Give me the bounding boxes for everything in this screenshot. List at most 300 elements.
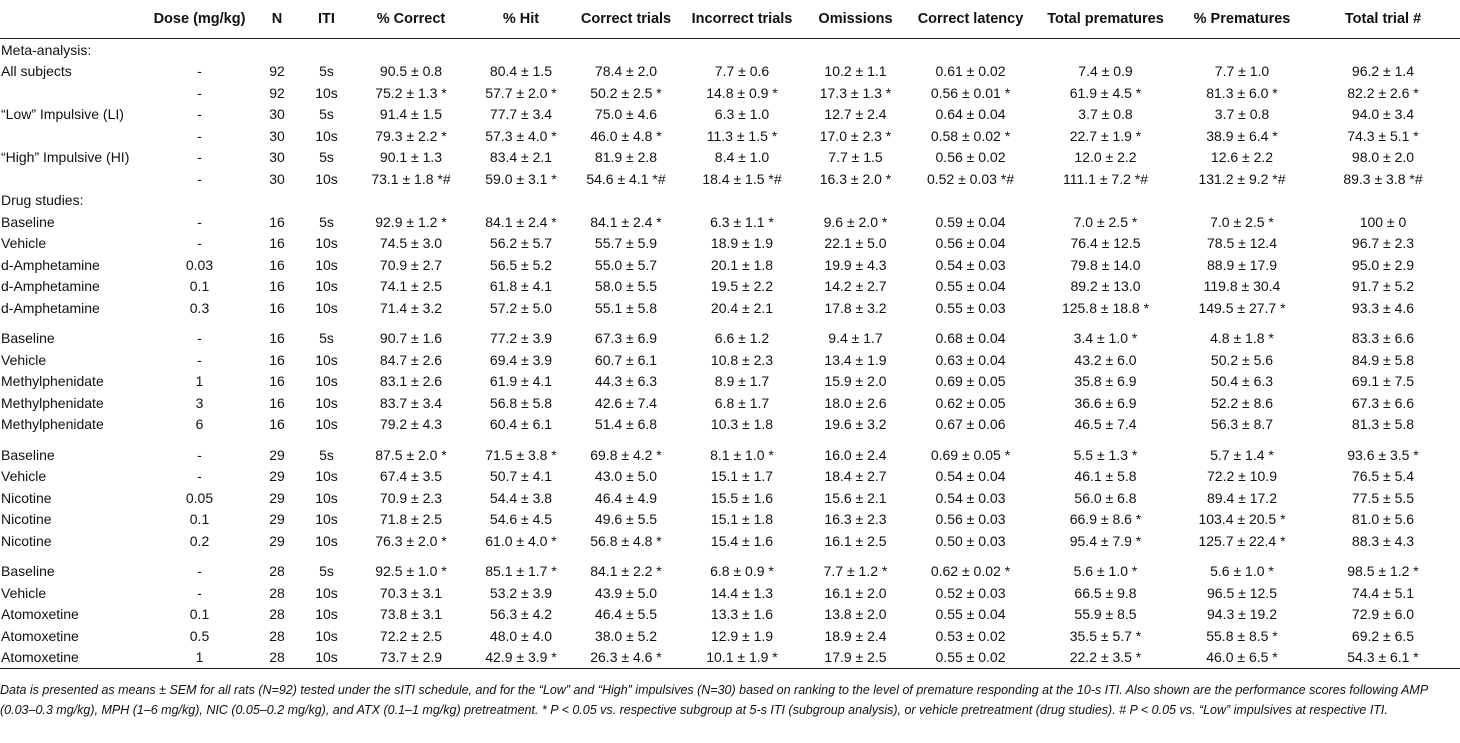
section-row (0, 190, 1460, 212)
column-header: Correct latency (908, 0, 1033, 39)
table-cell: 12.6 ± 2.2 (1210, 149, 1274, 166)
table-row (0, 392, 1460, 414)
table-cell: 46.4 ± 4.9 (594, 489, 658, 506)
table-cell: 90.5 ± 0.8 (379, 63, 443, 80)
table-cell: 43.0 ± 5.0 (594, 468, 658, 485)
table-cell: 6.3 ± 1.0 (714, 106, 770, 123)
table-cell: 12.9 ± 1.9 (710, 627, 774, 644)
table-row (0, 233, 1460, 255)
row-label: Baseline (1, 330, 55, 347)
table-cell: 28 (252, 647, 302, 669)
table-cell: 15.1 ± 1.7 (710, 468, 774, 485)
table-cell: 10.1 ± 1.9 * (681, 647, 803, 669)
table-cell: - (197, 330, 202, 347)
column-header: ITI (302, 0, 351, 39)
table-cell: 10s (315, 351, 338, 368)
table-cell: 29 (269, 511, 285, 528)
table-cell: 0.62 ± 0.05 (935, 394, 1006, 411)
table-cell: 85.1 ± 1.7 * (485, 563, 557, 580)
table-cell: 19.9 ± 4.3 (824, 256, 887, 273)
table-cell: 79.2 ± 4.3 (379, 416, 443, 433)
table-cell: 14.2 ± 2.7 (824, 278, 887, 295)
row-label: Baseline (1, 446, 55, 463)
table-cell: 55.8 ± 8.5 * (1206, 627, 1278, 644)
table-cell: 54.6 ± 4.5 (489, 511, 553, 528)
table-row (0, 604, 1460, 626)
table-cell: 72.9 ± 6.0 (1351, 606, 1415, 623)
table-cell: 42.6 ± 7.4 (594, 394, 658, 411)
table-row (0, 414, 1460, 436)
table-cell: 72.2 ± 10.9 (1207, 468, 1277, 485)
table-cell: 10s (315, 170, 338, 187)
table-cell: 46.4 ± 5.5 (594, 606, 658, 623)
table-cell: 0.64 ± 0.04 (935, 106, 1006, 123)
table-cell: 84.9 ± 5.8 (1351, 351, 1415, 368)
table-cell: 67.4 ± 3.5 (379, 468, 443, 485)
table-cell: - (197, 84, 202, 101)
table-cell: 15.6 ± 2.1 (824, 489, 887, 506)
table-cell: 54.6 ± 4.1 *# (586, 170, 666, 187)
table-cell: 54.3 ± 6.1 * (1306, 647, 1460, 669)
table-cell: 81.0 ± 5.6 (1351, 511, 1415, 528)
table-cell: 29 (269, 446, 285, 463)
column-header: % Correct (351, 0, 471, 39)
table-cell: 15.1 ± 1.8 (710, 511, 774, 528)
row-label: Nicotine (1, 489, 52, 506)
table-cell: 70.9 ± 2.7 (379, 256, 443, 273)
table-cell: 54.4 ± 3.8 (489, 489, 553, 506)
table-cell: 58.0 ± 5.5 (594, 278, 658, 295)
table-row (0, 349, 1460, 371)
table-cell: 74.1 ± 2.5 (379, 278, 443, 295)
table-cell: 43.9 ± 5.0 (594, 584, 658, 601)
table-cell: 7.0 ± 2.5 * (1210, 213, 1274, 230)
table-row (0, 211, 1460, 233)
table-cell: 0.55 ± 0.03 (935, 299, 1006, 316)
table-cell: - (197, 63, 202, 80)
table-cell: 0.54 ± 0.03 (935, 256, 1006, 273)
table-cell: 16 (269, 235, 285, 252)
table-cell: 91.7 ± 5.2 (1351, 278, 1415, 295)
table-cell: 16 (269, 299, 285, 316)
table-cell: 35.8 ± 6.9 (1074, 373, 1137, 390)
table-cell: 82.2 ± 2.6 * (1347, 84, 1419, 101)
table-cell: 73.7 ± 2.9 (351, 647, 471, 669)
table-cell: 125.8 ± 18.8 * (1061, 299, 1150, 316)
table-cell: - (197, 170, 202, 187)
table-cell: 94.3 ± 19.2 (1207, 606, 1277, 623)
table-cell: 61.9 ± 4.1 (489, 373, 553, 390)
table-cell: 30 (269, 170, 285, 187)
table-cell: 0.55 ± 0.02 (908, 647, 1033, 669)
table-cell: 75.2 ± 1.3 * (375, 84, 447, 101)
table-cell: 0.1 (189, 511, 210, 528)
table-cell: 95.4 ± 7.9 * (1069, 532, 1142, 549)
row-label: Vehicle (1, 584, 47, 601)
column-header: % Hit (471, 0, 571, 39)
table-cell: 119.8 ± 30.4 (1203, 278, 1281, 295)
table-cell: 75.0 ± 4.6 (594, 106, 658, 123)
row-label: d-Amphetamine (1, 299, 100, 316)
table-cell: 10s (315, 127, 338, 144)
table-cell: 10s (315, 373, 338, 390)
table-cell: 46.0 ± 6.5 * (1178, 647, 1306, 669)
table-cell: 88.9 ± 17.9 (1207, 256, 1277, 273)
table-cell: 0.53 ± 0.02 (935, 627, 1006, 644)
table-cell: 74.4 ± 5.1 (1351, 584, 1415, 601)
table-cell: 55.1 ± 5.8 (594, 299, 658, 316)
table-cell: 7.4 ± 0.9 (1078, 63, 1133, 80)
table-cell: 0.1 (189, 278, 210, 295)
table-cell: 10s (302, 647, 351, 669)
table-cell: 16.3 ± 2.0 * (819, 170, 892, 187)
table-cell: 10s (315, 627, 338, 644)
table-cell: 0.54 ± 0.04 (935, 468, 1006, 485)
table-cell: 0.5 (189, 627, 210, 644)
table-cell: 6.8 ± 0.9 * (710, 563, 774, 580)
table-cell: 90.7 ± 1.6 (379, 330, 443, 347)
table-cell: 20.1 ± 1.8 (710, 256, 774, 273)
table-cell: 0.2 (189, 532, 210, 549)
table-cell: 38.0 ± 5.2 (594, 627, 658, 644)
table-cell: - (197, 351, 202, 368)
table-cell: 28 (269, 584, 285, 601)
table-cell: 9.6 ± 2.0 * (823, 213, 888, 230)
table-cell: 61.9 ± 4.5 * (1069, 84, 1142, 101)
table-cell: 29 (269, 532, 285, 549)
table-cell: 69.2 ± 6.5 (1351, 627, 1415, 644)
table-cell: 5s (319, 149, 334, 166)
table-cell: 69.4 ± 3.9 (489, 351, 553, 368)
table-cell: 16 (269, 278, 285, 295)
table-cell: 50.2 ± 2.5 * (590, 84, 662, 101)
table-cell: 88.3 ± 4.3 (1351, 532, 1415, 549)
table-cell: 83.3 ± 6.6 (1351, 330, 1415, 347)
table-cell: 0.52 ± 0.03 (935, 584, 1006, 601)
table-row (0, 466, 1460, 488)
table-cell: 13.8 ± 2.0 (824, 606, 887, 623)
table-cell: 3.4 ± 1.0 * (1073, 330, 1138, 347)
table-cell: 18.9 ± 2.4 (824, 627, 887, 644)
table-cell: 6.6 ± 1.2 (714, 330, 770, 347)
table-cell: 5.5 ± 1.3 * (1073, 446, 1138, 463)
table-cell: 89.3 ± 3.8 *# (1343, 170, 1423, 187)
row-label: Baseline (1, 213, 55, 230)
table-cell: 60.4 ± 6.1 (489, 416, 553, 433)
table-cell: 16 (269, 351, 285, 368)
table-cell: 56.8 ± 4.8 * (590, 532, 662, 549)
table-cell: 0.03 (185, 256, 214, 273)
table-cell: 10.3 ± 1.8 (710, 416, 774, 433)
table-cell: 77.7 ± 3.4 (489, 106, 553, 123)
table-cell: 30 (269, 127, 285, 144)
table-cell: 0.56 ± 0.03 (935, 511, 1006, 528)
table-cell: 95.0 ± 2.9 (1351, 256, 1415, 273)
table-cell: 71.4 ± 3.2 (379, 299, 443, 316)
section-row (0, 39, 1460, 61)
table-cell: 71.5 ± 3.8 * (485, 446, 557, 463)
table-cell: 30 (269, 106, 285, 123)
table-cell: 8.4 ± 1.0 (714, 149, 770, 166)
table-cell: 14.8 ± 0.9 * (706, 84, 778, 101)
table-cell: 15.9 ± 2.0 (824, 373, 887, 390)
table-cell: 10s (315, 606, 338, 623)
table-cell: 83.7 ± 3.4 (379, 394, 443, 411)
table-cell: 56.8 ± 5.8 (489, 394, 553, 411)
table-cell: 10s (315, 532, 338, 549)
table-cell: 90.1 ± 1.3 (379, 149, 443, 166)
table-cell: 79.3 ± 2.2 * (375, 127, 447, 144)
table-cell: - (197, 213, 202, 230)
table-cell: 10s (315, 299, 338, 316)
table-body (0, 39, 1460, 669)
table-cell: 131.2 ± 9.2 *# (1198, 170, 1286, 187)
table-cell: 42.9 ± 3.9 * (471, 647, 571, 669)
table-cell: 0.50 ± 0.03 (935, 532, 1006, 549)
table-cell: 0.3 (189, 299, 210, 316)
table-cell: 18.4 ± 1.5 *# (702, 170, 782, 187)
table-cell: 70.3 ± 3.1 (379, 584, 443, 601)
row-label (0, 82, 147, 104)
table-cell: 83.4 ± 2.1 (489, 149, 553, 166)
table-cell: 92.9 ± 1.2 * (375, 213, 447, 230)
table-cell: 56.3 ± 4.2 (489, 606, 553, 623)
table-cell: 5s (319, 213, 334, 230)
table-cell: 22.7 ± 1.9 * (1069, 127, 1142, 144)
table-cell: 5.7 ± 1.4 * (1210, 446, 1274, 463)
table-cell: 10s (315, 511, 338, 528)
table-cell: - (197, 446, 202, 463)
row-label: “High” Impulsive (HI) (1, 149, 130, 166)
table-cell: 66.5 ± 9.8 (1074, 584, 1137, 601)
table-cell: 74.5 ± 3.0 (379, 235, 443, 252)
table-cell: 76.3 ± 2.0 * (375, 532, 447, 549)
table-cell: 48.0 ± 4.0 (489, 627, 553, 644)
table-cell: 22.2 ± 3.5 * (1033, 647, 1178, 669)
row-label: Methylphenidate (1, 394, 104, 411)
table-cell: 87.5 ± 2.0 * (375, 446, 447, 463)
table-cell: 18.9 ± 1.9 (710, 235, 774, 252)
table-row (0, 509, 1460, 531)
column-header: Total trial # (1306, 0, 1460, 39)
table-cell: 0.67 ± 0.06 (935, 416, 1006, 433)
table-cell: 10s (315, 235, 338, 252)
column-header: N (252, 0, 302, 39)
table-cell: 17.3 ± 1.3 * (819, 84, 892, 101)
table-cell: 26.3 ± 4.6 * (571, 647, 681, 669)
table-cell: 96.2 ± 1.4 (1351, 63, 1415, 80)
table-row (0, 254, 1460, 276)
table-cell: 12.7 ± 2.4 (824, 106, 887, 123)
table-cell: 7.7 ± 1.5 (828, 149, 883, 166)
table-cell: 16.0 ± 2.4 (824, 446, 887, 463)
table-cell: 9.4 ± 1.7 (828, 330, 883, 347)
table-cell: 5.6 ± 1.0 * (1210, 563, 1274, 580)
table-row (0, 647, 1460, 669)
table-cell: 98.0 ± 2.0 (1351, 149, 1415, 166)
table-cell: 98.5 ± 1.2 * (1347, 563, 1419, 580)
table-cell: 83.1 ± 2.6 (379, 373, 443, 390)
table-row (0, 625, 1460, 647)
table-cell: 16 (269, 373, 285, 390)
table-cell: 0.68 ± 0.04 (935, 330, 1006, 347)
table-cell: 50.2 ± 5.6 (1210, 351, 1274, 368)
table-cell: 36.6 ± 6.9 (1074, 394, 1137, 411)
table-cell: 18.4 ± 2.7 (824, 468, 887, 485)
table-cell: 73.1 ± 1.8 *# (371, 170, 451, 187)
table-cell: 8.1 ± 1.0 * (710, 446, 774, 463)
column-header (0, 0, 147, 39)
table-cell: 76.4 ± 12.5 (1070, 235, 1141, 252)
table-cell: 30 (269, 149, 285, 166)
table-cell: 5s (319, 563, 334, 580)
table-cell: 7.7 ± 1.0 (1214, 63, 1270, 80)
table-row (0, 582, 1460, 604)
column-header: Omissions (803, 0, 908, 39)
table-cell: 69.8 ± 4.2 * (590, 446, 662, 463)
table-cell: 0.63 ± 0.04 (935, 351, 1006, 368)
table-cell: 77.2 ± 3.9 (489, 330, 553, 347)
row-label (0, 168, 147, 190)
table-cell: 10s (315, 489, 338, 506)
table-cell: 84.1 ± 2.2 * (590, 563, 662, 580)
table-cell: 16 (269, 394, 285, 411)
column-header: Total prematures (1033, 0, 1178, 39)
table-cell: 10s (315, 416, 338, 433)
row-label: Atomoxetine (0, 647, 147, 669)
table-row (0, 530, 1460, 552)
table-cell: 73.8 ± 3.1 (379, 606, 443, 623)
table-cell: 0.62 ± 0.02 * (930, 563, 1011, 580)
table-cell: 46.1 ± 5.8 (1074, 468, 1137, 485)
row-label: Atomoxetine (1, 606, 79, 623)
table-cell: 0.05 (185, 489, 214, 506)
table-row (0, 276, 1460, 298)
table-cell: 46.5 ± 7.4 (1074, 416, 1137, 433)
table-cell: 89.4 ± 17.2 (1207, 489, 1277, 506)
table-cell: 12.0 ± 2.2 (1074, 149, 1137, 166)
row-label: Nicotine (1, 511, 52, 528)
table-cell: 60.7 ± 6.1 (594, 351, 658, 368)
table-cell: 1 (147, 647, 252, 669)
table-cell: 56.0 ± 6.8 (1074, 489, 1137, 506)
table-cell: 28 (269, 563, 285, 580)
table-cell: 5s (319, 446, 334, 463)
table-cell: 93.6 ± 3.5 * (1347, 446, 1419, 463)
table-cell: 0.1 (189, 606, 210, 623)
table-cell: 7.0 ± 2.5 * (1073, 213, 1138, 230)
table-cell: 52.2 ± 8.6 (1210, 394, 1274, 411)
table-cell: 6 (195, 416, 204, 433)
table-cell: 5.6 ± 1.0 * (1073, 563, 1138, 580)
table-cell: 17.8 ± 3.2 (824, 299, 887, 316)
table-cell: 81.3 ± 6.0 * (1206, 84, 1278, 101)
table-cell: 4.8 ± 1.8 * (1210, 330, 1274, 347)
table-cell: 92.5 ± 1.0 * (375, 563, 447, 580)
table-cell: 84.7 ± 2.6 (379, 351, 443, 368)
table-cell: 56.2 ± 5.7 (489, 235, 553, 252)
table-cell: 16 (269, 256, 285, 273)
table-cell: 0.56 ± 0.01 * (930, 84, 1011, 101)
table-cell: - (197, 149, 202, 166)
row-label: Vehicle (1, 235, 47, 252)
table-cell: 13.3 ± 1.6 (710, 606, 774, 623)
table-cell: - (197, 584, 202, 601)
table-cell: 16 (269, 330, 285, 347)
table-cell: 57.2 ± 5.0 (489, 299, 553, 316)
row-label: Vehicle (1, 468, 47, 485)
table-cell: 50.4 ± 6.3 (1210, 373, 1274, 390)
table-cell: 10s (315, 278, 338, 295)
row-label: All subjects (1, 63, 72, 80)
table-cell: - (197, 235, 202, 252)
table-cell: 56.5 ± 5.2 (489, 256, 553, 273)
table-cell: 55.9 ± 8.5 (1074, 606, 1137, 623)
table-cell: 0.69 ± 0.05 * (930, 446, 1011, 463)
table-cell: 16.1 ± 2.5 (824, 532, 887, 549)
row-label: Baseline (1, 563, 55, 580)
table-cell: 10s (315, 84, 338, 101)
table-cell: 3.7 ± 0.8 (1214, 106, 1270, 123)
column-header: % Prematures (1178, 0, 1306, 39)
table-cell: 17.9 ± 2.5 (803, 647, 908, 669)
table-cell: 43.2 ± 6.0 (1074, 351, 1137, 368)
table-cell: 5s (319, 106, 334, 123)
row-label: Methylphenidate (1, 416, 104, 433)
column-header: Dose (mg/kg) (147, 0, 252, 39)
table-cell: 92 (269, 84, 285, 101)
table-cell: 80.4 ± 1.5 (489, 63, 553, 80)
table-cell: 67.3 ± 6.6 (1351, 394, 1415, 411)
table-cell: 28 (269, 606, 285, 623)
table-cell: 0.56 ± 0.04 (935, 235, 1006, 252)
table-row (0, 435, 1460, 466)
table-cell: 81.3 ± 5.8 (1351, 416, 1415, 433)
table-cell: 29 (269, 489, 285, 506)
table-cell: 0.56 ± 0.02 (935, 149, 1006, 166)
table-cell: 96.7 ± 2.3 (1351, 235, 1415, 252)
table-cell: 15.4 ± 1.6 (710, 532, 774, 549)
table-cell: 89.2 ± 13.0 (1070, 278, 1141, 295)
table-cell: 19.5 ± 2.2 (710, 278, 774, 295)
table-cell: 29 (269, 468, 285, 485)
table-cell: 10s (315, 468, 338, 485)
table-cell: 28 (269, 627, 285, 644)
table-cell: 0.52 ± 0.03 *# (926, 170, 1015, 187)
section-label: Drug studies: (1, 192, 84, 209)
table-cell: 8.9 ± 1.7 (714, 373, 770, 390)
table-cell: 3.7 ± 0.8 (1078, 106, 1133, 123)
table-cell: 16 (269, 416, 285, 433)
table-cell: 70.9 ± 2.3 (379, 489, 443, 506)
table-row (0, 125, 1460, 147)
table-cell: 69.1 ± 7.5 (1351, 373, 1415, 390)
table-row (0, 371, 1460, 393)
table-cell: 111.1 ± 7.2 *# (1062, 170, 1148, 187)
row-label: Methylphenidate (1, 373, 104, 390)
table-cell: 0.54 ± 0.03 (935, 489, 1006, 506)
row-label: Nicotine (1, 532, 52, 549)
table-cell: 55.7 ± 5.9 (594, 235, 658, 252)
row-label: d-Amphetamine (1, 278, 100, 295)
table-cell: 35.5 ± 5.7 * (1069, 627, 1142, 644)
table-cell: 15.5 ± 1.6 (710, 489, 774, 506)
table-cell: 59.0 ± 3.1 * (485, 170, 557, 187)
table-cell: 78.5 ± 12.4 (1207, 235, 1277, 252)
table-cell: 11.3 ± 1.5 * (706, 127, 778, 144)
table-cell: 57.3 ± 4.0 * (485, 127, 557, 144)
table-cell: 51.4 ± 6.8 (594, 416, 658, 433)
